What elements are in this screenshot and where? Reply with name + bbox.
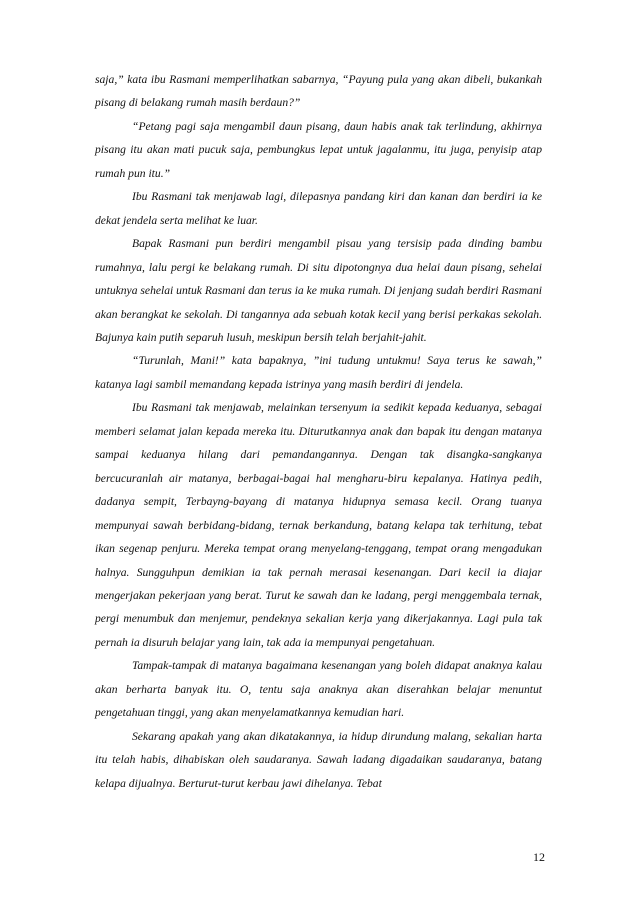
paragraph-1: saja,” kata ibu Rasmani memperlihatkan sabarnya, “Payung pula yang akan dibeli, bukankah pisang di belakang rumah masih berdaun?” — [95, 73, 542, 110]
paragraph-5: “Turunlah, Mani!” kata bapaknya, ”ini tudung untukmu! Saya terus ke sawah,” katanya lagi sambil memandang kepada istrinya yang masih berdiri di jendela. — [95, 354, 542, 391]
paragraph-2: “Petang pagi saja mengambil daun pisang, daun habis anak tak terlindung, akhirnya pisang itu akan mati pucuk saja, pembungkus lepat untuk jagalanmu, itu juga, penyisip atap rumah pun itu.” — [95, 119, 542, 180]
page-number: 12 — [533, 850, 545, 864]
paragraph-6: Ibu Rasmani tak menjawab, melainkan tersenyum ia sedikit kepada keduanya, sebagai memberi selamat jalan kepada mereka itu. Diturutkannya anak dan bapak itu dengan matanya sampai keduanya hilang dari pemandangannya. Dengan tak disangka-sangkanya bercucuranlah air matanya, berbagai-bagai hal mengharu-biru kepalanya. Hatinya pedih, dadanya sempit, Terbayng-bayang di matanya hidupnya semasa kecil. Orang tuanya mempunyai sawah berbidang-bidang, ternak berkandung, batang kelapa tak terhitung, tebat ikan segenap penjuru. Mereka tempat orang menyelang-tenggang, tempat orang mengadukan halnya. Sungguhpun demikian ia tak pernah merasai kesenangan. Dari kecil ia diajar mengerjakan pekerjaan yang berat. Turut ke sawah dan ke ladang, pergi menggembala ternak, pergi menumbuk dan menjemur, pendeknya sekalian kerja yang dikerjakannya. Lagi pula tak pernah ia disuruh belajar yang lain, tak ada ia mempunyai pengetahuan. — [95, 401, 542, 649]
paragraph-8: Sekarang apakah yang akan dikatakannya, ia hidup dirundung malang, sekalian harta itu telah habis, dihabiskan oleh saudaranya. Sawah ladang digadaikan saudaranya, batang kelapa dijualnya. Berturut-turut kerbau jawi dihelanya. Tebat — [95, 729, 542, 790]
paragraph-7: Tampak-tampak di matanya bagaimana kesenangan yang boleh didapat anaknya kalau akan berharta banyak itu. O, tentu saja anaknya akan diserahkan belajar menuntut pengetahuan tinggi, yang akan menyelamatkannya kemudian hari. — [95, 659, 542, 720]
paragraph-4: Bapak Rasmani pun berdiri mengambil pisau yang tersisip pada dinding bambu rumahnya, lalu pergi ke belakang rumah. Di situ dipotongnya dua helai daun pisang, sehelai untuknya sehelai untuk Rasmani dan terus ia ke muka rumah. Di jenjang sudah berdiri Rasmani akan berangkat ke sekolah. Di tangannya ada sebuah kotak kecil yang berisi perkakas sekolah. Bajunya kain putih separuh lusuh, meskipun bersih telah berjahit-jahit. — [95, 237, 542, 344]
body-text — [95, 68, 542, 795]
paragraph-3: Ibu Rasmani tak menjawab lagi, dilepasnya pandang kiri dan kanan dan berdiri ia ke dekat jendela serta melihat ke luar. — [95, 190, 542, 227]
